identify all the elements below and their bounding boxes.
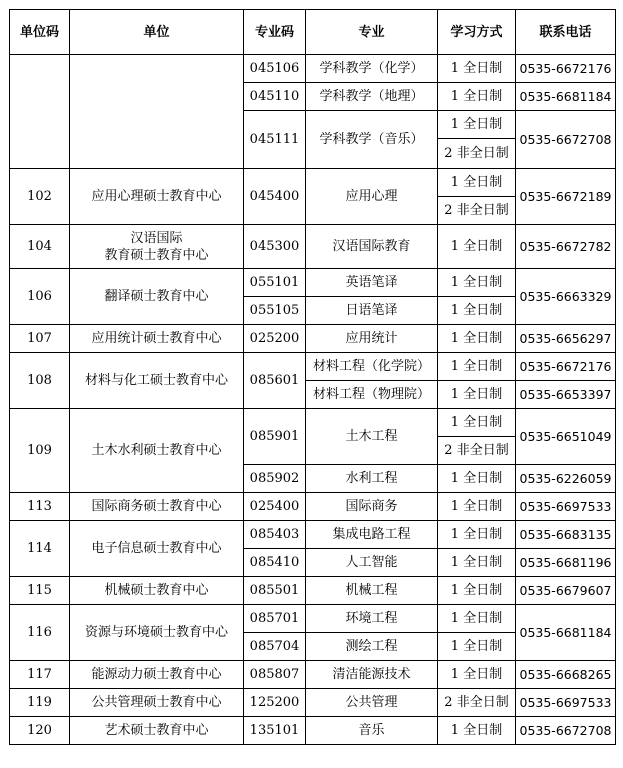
study-mode-cell: 1 全日制 (438, 169, 516, 197)
major-cell: 日语笔译 (306, 297, 438, 325)
study-mode-cell: 2 非全日制 (438, 437, 516, 465)
major-code-cell: 025200 (244, 325, 306, 353)
table-row (10, 689, 616, 717)
unit-name-cell: 应用心理硕士教育中心 (70, 169, 244, 225)
unit-code-cell: 120 (10, 717, 70, 745)
major-cell: 音乐 (306, 717, 438, 745)
unit-code-cell: 107 (10, 325, 70, 353)
study-mode-cell: 1 全日制 (438, 55, 516, 83)
major-code-cell: 045300 (244, 225, 306, 269)
major-code-cell: 045111 (244, 111, 306, 169)
study-mode-cell: 1 全日制 (438, 633, 516, 661)
phone-cell: 0535-6651049 (516, 409, 616, 465)
phone-cell: 0535-6679607 (516, 577, 616, 605)
study-mode-cell: 1 全日制 (438, 297, 516, 325)
phone-cell: 0535-6226059 (516, 465, 616, 493)
major-cell: 集成电路工程 (306, 521, 438, 549)
major-cell: 国际商务 (306, 493, 438, 521)
table-row (10, 353, 616, 381)
study-mode-cell: 1 全日制 (438, 493, 516, 521)
phone-cell: 0535-6681196 (516, 549, 616, 577)
phone-cell: 0535-6653397 (516, 381, 616, 409)
header-row (10, 10, 616, 55)
table-row (10, 225, 616, 269)
phone-cell: 0535-6672189 (516, 169, 616, 225)
major-cell: 材料工程（化学院） (306, 353, 438, 381)
unit-name-cell: 能源动力硕士教育中心 (70, 661, 244, 689)
phone-cell: 0535-6697533 (516, 689, 616, 717)
program-table (9, 9, 616, 745)
unit-code-cell: 115 (10, 577, 70, 605)
phone-cell: 0535-6668265 (516, 661, 616, 689)
major-code-cell: 045110 (244, 83, 306, 111)
major-cell: 测绘工程 (306, 633, 438, 661)
major-code-cell: 085704 (244, 633, 306, 661)
major-code-cell: 085403 (244, 521, 306, 549)
unit-name-cell: 资源与环境硕士教育中心 (70, 605, 244, 661)
header-major: 专业 (306, 10, 438, 55)
major-code-cell: 025400 (244, 493, 306, 521)
table-row (10, 55, 616, 83)
major-code-cell: 045400 (244, 169, 306, 225)
unit-name-line: 汉语国际 (130, 230, 183, 246)
major-cell: 应用心理 (306, 169, 438, 225)
unit-name-cell: 国际商务硕士教育中心 (70, 493, 244, 521)
phone-cell: 0535-6681184 (516, 605, 616, 661)
major-cell: 汉语国际教育 (306, 225, 438, 269)
unit-name-cell: 应用统计硕士教育中心 (70, 325, 244, 353)
table-row (10, 577, 616, 605)
study-mode-cell: 1 全日制 (438, 381, 516, 409)
phone-cell: 0535-6656297 (516, 325, 616, 353)
header-unit-code: 单位码 (10, 10, 70, 55)
phone-cell: 0535-6672176 (516, 353, 616, 381)
major-cell: 公共管理 (306, 689, 438, 717)
study-mode-cell: 1 全日制 (438, 717, 516, 745)
unit-code-cell: 106 (10, 269, 70, 325)
study-mode-cell: 1 全日制 (438, 409, 516, 437)
major-cell: 人工智能 (306, 549, 438, 577)
phone-cell: 0535-6683135 (516, 521, 616, 549)
major-code-cell: 055105 (244, 297, 306, 325)
major-cell: 环境工程 (306, 605, 438, 633)
study-mode-cell: 1 全日制 (438, 225, 516, 269)
unit-name-cell: 翻译硕士教育中心 (70, 269, 244, 325)
unit-code-cell (10, 55, 70, 169)
unit-code-cell: 104 (10, 225, 70, 269)
unit-name-cell: 艺术硕士教育中心 (70, 717, 244, 745)
phone-cell: 0535-6672782 (516, 225, 616, 269)
study-mode-cell: 1 全日制 (438, 549, 516, 577)
major-code-cell: 085410 (244, 549, 306, 577)
unit-name-cell: 公共管理硕士教育中心 (70, 689, 244, 717)
phone-cell: 0535-6672708 (516, 717, 616, 745)
table-row (10, 409, 616, 437)
major-cell: 应用统计 (306, 325, 438, 353)
major-code-cell: 085902 (244, 465, 306, 493)
major-cell: 学科教学（地理） (306, 83, 438, 111)
unit-name-cell: 电子信息硕士教育中心 (70, 521, 244, 577)
unit-name-cell (70, 55, 244, 169)
unit-code-cell: 116 (10, 605, 70, 661)
unit-code-cell: 102 (10, 169, 70, 225)
phone-cell: 0535-6672708 (516, 111, 616, 169)
major-code-cell: 085601 (244, 353, 306, 409)
header-study-mode: 学习方式 (438, 10, 516, 55)
major-code-cell: 085807 (244, 661, 306, 689)
major-cell: 英语笔译 (306, 269, 438, 297)
unit-name-cell: 材料与化工硕士教育中心 (70, 353, 244, 409)
unit-code-cell: 113 (10, 493, 70, 521)
phone-cell: 0535-6697533 (516, 493, 616, 521)
phone-cell: 0535-6681184 (516, 83, 616, 111)
study-mode-cell: 1 全日制 (438, 353, 516, 381)
major-code-cell: 085901 (244, 409, 306, 465)
table-row (10, 269, 616, 297)
header-major-code: 专业码 (244, 10, 306, 55)
study-mode-cell: 1 全日制 (438, 577, 516, 605)
study-mode-cell: 1 全日制 (438, 661, 516, 689)
unit-code-cell: 109 (10, 409, 70, 493)
unit-code-cell: 114 (10, 521, 70, 577)
major-cell: 学科教学（化学） (306, 55, 438, 83)
table-row (10, 325, 616, 353)
study-mode-cell: 1 全日制 (438, 269, 516, 297)
major-code-cell: 125200 (244, 689, 306, 717)
table-row (10, 717, 616, 745)
table-row (10, 605, 616, 633)
major-cell: 学科教学（音乐） (306, 111, 438, 169)
study-mode-cell: 1 全日制 (438, 465, 516, 493)
major-code-cell: 045106 (244, 55, 306, 83)
phone-cell: 0535-6672176 (516, 55, 616, 83)
major-code-cell: 055101 (244, 269, 306, 297)
phone-cell: 0535-6663329 (516, 269, 616, 325)
table-row (10, 169, 616, 197)
major-cell: 材料工程（物理院） (306, 381, 438, 409)
table-row (10, 493, 616, 521)
major-code-cell: 085501 (244, 577, 306, 605)
unit-code-cell: 117 (10, 661, 70, 689)
major-cell: 水利工程 (306, 465, 438, 493)
table-row (10, 521, 616, 549)
study-mode-cell: 1 全日制 (438, 83, 516, 111)
study-mode-cell: 1 全日制 (438, 605, 516, 633)
unit-name-cell: 机械硕士教育中心 (70, 577, 244, 605)
major-code-cell: 135101 (244, 717, 306, 745)
header-unit: 单位 (70, 10, 244, 55)
study-mode-cell: 2 非全日制 (438, 139, 516, 169)
unit-name-cell: 土木水利硕士教育中心 (70, 409, 244, 493)
table-row (10, 661, 616, 689)
unit-name-cell (70, 225, 244, 269)
study-mode-cell: 2 非全日制 (438, 689, 516, 717)
major-cell: 机械工程 (306, 577, 438, 605)
study-mode-cell: 1 全日制 (438, 111, 516, 139)
unit-code-cell: 119 (10, 689, 70, 717)
unit-name-line: 教育硕士教育中心 (104, 247, 209, 263)
unit-code-cell: 108 (10, 353, 70, 409)
major-cell: 土木工程 (306, 409, 438, 465)
study-mode-cell: 1 全日制 (438, 521, 516, 549)
study-mode-cell: 2 非全日制 (438, 197, 516, 225)
header-phone: 联系电话 (516, 10, 616, 55)
major-code-cell: 085701 (244, 605, 306, 633)
major-cell: 清洁能源技术 (306, 661, 438, 689)
study-mode-cell: 1 全日制 (438, 325, 516, 353)
